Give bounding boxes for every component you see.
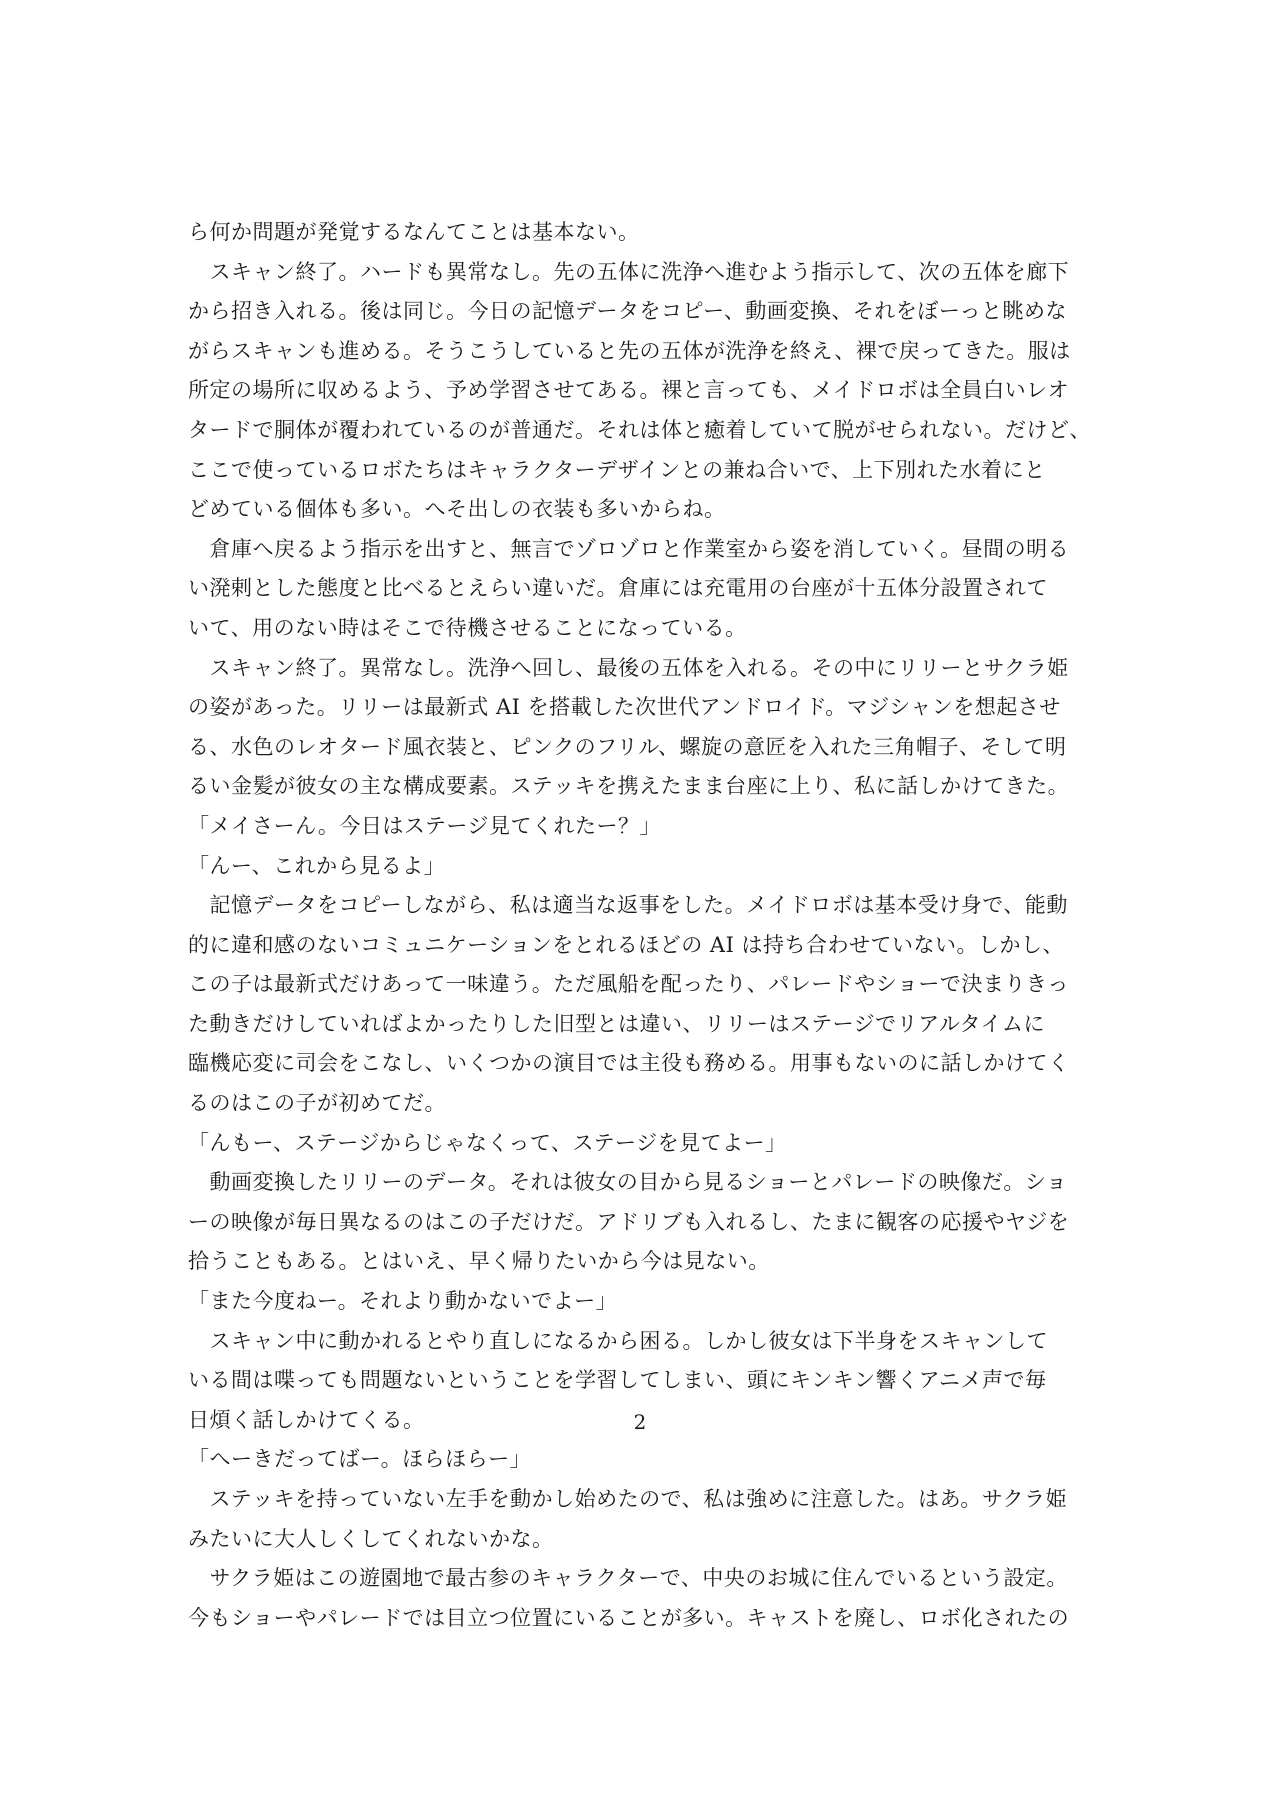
text-line: スキャン中に動かれるとやり直しになるから困る。しかし彼女は下半身をスキャンして <box>188 1328 1048 1353</box>
text-line: いて、用のない時はそこで待機させることになっている。 <box>188 615 747 640</box>
text-line: 「んもー、ステージからじゃなくって、ステージを見てよー」 <box>188 1130 787 1155</box>
text-line: サクラ姫はこの遊園地で最古参のキャラクターで、中央のお城に住んでいるという設定。 <box>188 1566 1068 1591</box>
text-line: た動きだけしていればよかったりした旧型とは違い、リリーはステージでリアルタイムに <box>188 1011 1046 1036</box>
text-line: ここで使っているロボたちはキャラクターデザインとの兼ね合いで、上下別れた水着にと <box>188 457 1046 482</box>
text-line: る、水色のレオタード風衣装と、ピンクのフリル、螺旋の意匠を入れた三角帽子、そして明 <box>188 734 1067 759</box>
text-line: い溌剌とした態度と比べるとえらい違いだ。倉庫には充電用の台座が十五体分設置されて <box>188 576 1048 601</box>
text-line: いる間は喋っても問題ないということを学習してしまい、頭にキンキン響くアニメ声で毎 <box>188 1368 1047 1393</box>
text-line: 「メイさーん。今日はステージ見てくれたー？」 <box>188 813 661 838</box>
text-line: 日煩く話しかけてくる。 <box>188 1407 425 1432</box>
text-line: 今もショーやパレードでは目立つ位置にいることが多い。キャストを廃し、ロボ化されたの <box>188 1605 1070 1630</box>
text-line: 臨機応変に司会をこなし、いくつかの演目では主役も務める。用事もないのに話しかけてく <box>188 1051 1070 1076</box>
text-line: 「また今度ねー。それより動かないでよー」 <box>188 1289 618 1314</box>
text-line: がらスキャンも進める。そうこうしていると先の五体が洗浄を終え、裸で戻ってきた。服は <box>188 338 1071 363</box>
text-line: どめている個体も多い。へそ出しの衣装も多いからね。 <box>188 497 726 522</box>
text-line: 拾うこともある。とはいえ、早く帰りたいから今は見ない。 <box>188 1249 770 1274</box>
text-line: の姿があった。リリーは最新式 AI を搭載した次世代アンドロイド。マジシャンを想起させ <box>188 695 1061 720</box>
text-line: 「へーきだってばー。ほらほらー」 <box>188 1447 532 1472</box>
text-line: 倉庫へ戻るよう指示を出すと、無言でゾロゾロと作業室から姿を消していく。昼間の明る <box>188 536 1070 561</box>
text-line: ーの映像が毎日異なるのはこの子だけだ。アドリブも入れるし、たまに観客の応援やヤジを <box>188 1209 1070 1234</box>
text-line: タードで胴体が覆われているのが普通だ。それは体と癒着していて脱がせられない。だけど、 <box>188 417 1091 442</box>
text-line: 所定の場所に収めるよう、予め学習させてある。裸と言っても、メイドロボは全員白いレオ <box>188 378 1070 403</box>
text-line: この子は最新式だけあって一味違う。ただ風船を配ったり、パレードやショーで決まりきっ <box>188 972 1069 997</box>
text-line: 記憶データをコピーしながら、私は適当な返事をした。メイドロボは基本受け身で、能動 <box>188 893 1068 918</box>
text-line: ら何か問題が発覚するなんてことは基本ない。 <box>188 220 640 244</box>
text-line: 的に違和感のないコミュニケーションをとれるほどの AI は持ち合わせていない。しかし、 <box>188 932 1065 957</box>
text-line: ステッキを持っていない左手を動かし始めたので、私は強めに注意した。はあ。サクラ姫 <box>188 1487 1067 1511</box>
text-line: スキャン終了。ハードも異常なし。先の五体に洗浄へ進むよう指示して、次の五体を廊下 <box>188 259 1070 284</box>
text-line: 動画変換したリリーのデータ。それは彼女の目から見るショーとパレードの映像だ。ショ <box>188 1170 1068 1195</box>
text-line: るのはこの子が初めてだ。 <box>188 1091 446 1116</box>
text-line: みたいに大人しくしてくれないかな。 <box>188 1526 554 1551</box>
text-line: スキャン終了。異常なし。洗浄へ回し、最後の五体を入れる。その中にリリーとサクラ姫 <box>188 655 1069 680</box>
text-line: 「んー、これから見るよ」 <box>188 853 446 878</box>
page-number: 2 <box>633 1410 647 1434</box>
text-line: から招き入れる。後は同じ。今日の記憶データをコピー、動画変換、それをぼーっと眺めな <box>188 299 1067 324</box>
text-line: るい金髪が彼女の主な構成要素。ステッキを携えたまま台座に上り、私に話しかけてきた。 <box>188 774 1070 799</box>
